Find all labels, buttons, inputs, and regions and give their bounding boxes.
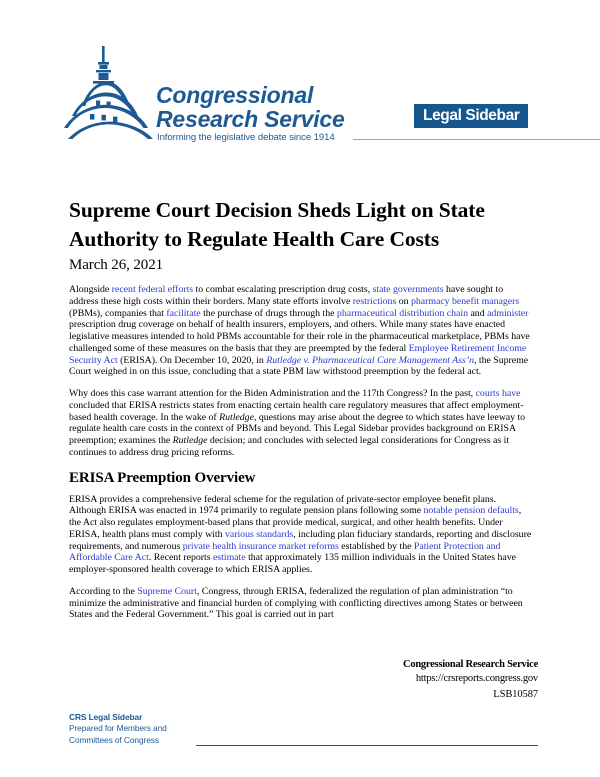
- body-text: to combat escalating prescription drug costs,: [193, 284, 373, 295]
- footer-divider: [196, 745, 538, 746]
- legal-sidebar-badge: Legal Sidebar: [414, 104, 528, 128]
- body-link[interactable]: Patient Protection and Affordable Care Act: [69, 540, 501, 564]
- body-link[interactable]: pharmacy benefit managers: [410, 295, 520, 307]
- body-link[interactable]: various standards: [224, 528, 294, 540]
- footer-left-line3: Committees of Congress: [69, 734, 159, 745]
- body-text: According to the: [69, 585, 138, 597]
- body-text: , the Supreme Court weighed in on this issue, concluding that a state PBM law withstood preemption by the federal act.: [69, 354, 529, 378]
- body-link[interactable]: administer: [487, 307, 529, 319]
- body-text: , including plan fiduciary standards, reporting and disclosure requirements, and numerous: [69, 528, 532, 552]
- paragraph-erisa-scheme: [69, 494, 532, 576]
- body-text: Rutledge: [172, 435, 208, 446]
- page-title: Supreme Court Decision Sheds Light on State Authority to Regulate Health Care Costs: [69, 198, 485, 252]
- body-text: ERISA provides a comprehensive federal scheme for the regulation of private-sector employee benefit plans. Although ERISA was enacted in 1974 primarily to regulate pension plans following some: [69, 493, 497, 517]
- body-text: , Congress, through ERISA, federalized the regulation of plan administration “to minimize the administrative and financial burden of complying with conflicting directives among States or between States and the Federal Government.” This goal is carried out in part: [69, 585, 523, 621]
- brand-line-research-service: Research Service: [156, 105, 345, 132]
- document-header: [62, 44, 548, 148]
- body-text: the purchase of drugs through the: [200, 307, 337, 319]
- body-text: and: [468, 307, 488, 319]
- body-link[interactable]: courts have: [475, 388, 521, 399]
- body-link[interactable]: private health insurance market reforms: [182, 540, 339, 552]
- crs-wordmark: [156, 84, 416, 131]
- footer-report-id: LSB10587: [493, 688, 538, 700]
- body-text: Alongside: [69, 284, 112, 295]
- body-link[interactable]: state governments: [372, 284, 444, 295]
- body-text: concluded that ERISA restricts states from enacting certain health care regulatory measures that affect employment-based health coverage. In the wake of: [69, 399, 524, 423]
- document-body: [69, 284, 532, 631]
- body-link[interactable]: Rutledge v. Pharmaceutical Care Management Ass’n: [266, 354, 474, 366]
- body-link[interactable]: Supreme Court: [137, 585, 197, 597]
- body-text: Why does this case warrant attention for the Biden Administration and the 117th Congress? In the past,: [69, 388, 476, 399]
- footer-right: [238, 658, 538, 702]
- body-link[interactable]: facilitate: [166, 307, 201, 319]
- body-text: (PBMs), companies that: [69, 307, 167, 319]
- header-divider: [353, 139, 600, 140]
- paragraph-why-matters: [69, 388, 532, 459]
- paragraph-intro: [69, 284, 532, 378]
- publication-date: March 26, 2021: [69, 257, 163, 273]
- body-text: on: [396, 295, 411, 307]
- section-heading-erisa-preemption: ERISA Preemption Overview: [69, 469, 256, 486]
- paragraph-federalized: [69, 586, 532, 621]
- body-text: Rutledge: [219, 411, 254, 423]
- body-text: decision; and concludes with selected legal considerations for Congress as it continues to address drug pricing reforms.: [69, 435, 510, 458]
- body-text: . Recent reports: [148, 552, 213, 564]
- body-link[interactable]: estimate: [212, 552, 246, 564]
- body-text: , the Act also regulates employment-based plans that provide medical, surgical, and other health benefits. Under ERISA, health plans must comply with: [69, 505, 522, 540]
- footer-left: [69, 712, 309, 746]
- body-link[interactable]: restrictions: [352, 295, 397, 307]
- footer-left-line2: Prepared for Members and: [69, 723, 167, 733]
- body-link[interactable]: notable pension defaults: [423, 505, 519, 517]
- body-text: have sought to address these high costs within their borders. Many state efforts involve: [69, 284, 504, 307]
- brand-line-congressional: Congressional: [156, 82, 314, 108]
- footer-organization: Congressional Research Service: [402, 659, 538, 670]
- footer-url[interactable]: https://crsreports.congress.gov: [415, 673, 538, 684]
- body-link[interactable]: pharmaceutical distribution chain: [336, 307, 469, 319]
- body-text: established by the: [338, 540, 414, 552]
- body-link[interactable]: recent federal efforts: [111, 284, 194, 295]
- body-text: prescription drug coverage on behalf of health insurers, employers, and others. While many states have enacted legislative measures intended to hold PBMs accountable for their role in the pharmaceutical marketplace, PBMs have challenged some of these measures on the basis that they are preempted by the federal: [69, 319, 530, 354]
- footer-left-line1: CRS Legal Sidebar: [69, 712, 143, 722]
- body-text: , questions may arise about the degree to which states have leeway to regulate health care costs in the context of PBMs and beyond. This Legal Sidebar provides background on ERISA preemption; examines the: [69, 411, 526, 446]
- body-link[interactable]: Employee Retirement Income Security Act: [69, 342, 527, 366]
- crs-tagline: Informing the legislative debate since 1914: [157, 132, 335, 143]
- body-text: that approximately 135 million individuals in the United States have employer-sponsored health coverage to which ERISA applies.: [69, 552, 516, 575]
- body-text: (ERISA). On December 10, 2020, in: [117, 354, 267, 366]
